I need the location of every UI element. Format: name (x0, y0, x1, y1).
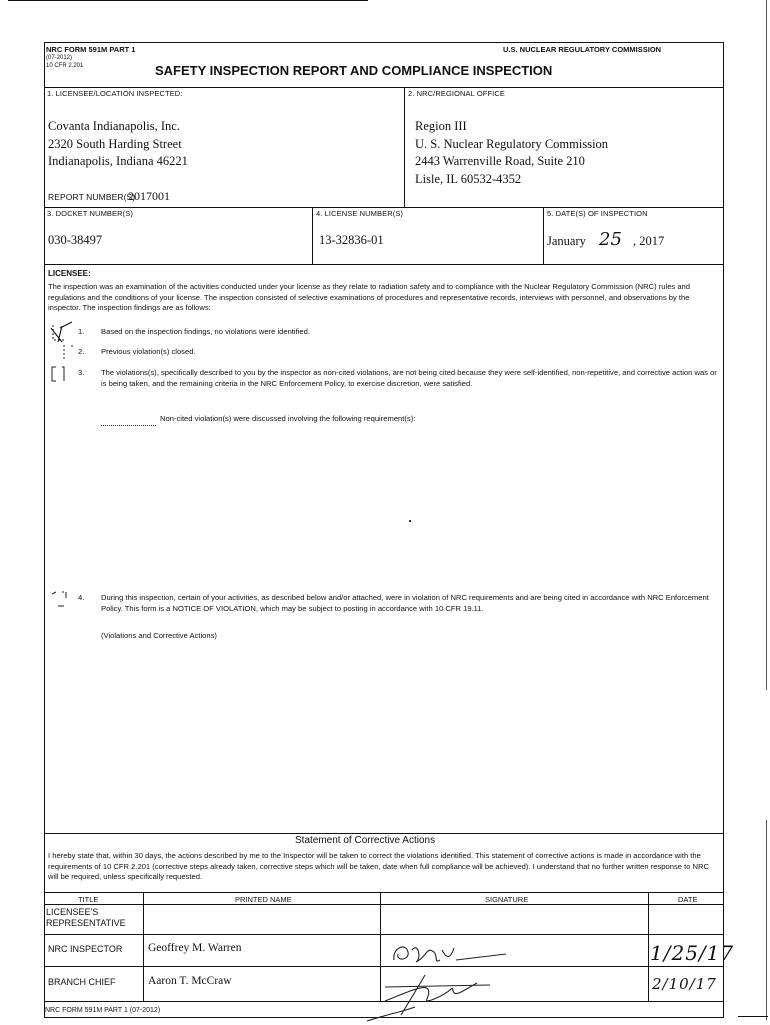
inspector-date: 1/25/17 (650, 941, 735, 965)
branch-chief-signature (365, 965, 515, 1025)
licensee-street: 2320 South Harding Street (48, 136, 182, 151)
licensee-rep-date[interactable] (652, 912, 718, 928)
license-number: 13-32836-01 (319, 233, 384, 247)
licensee-heading: LICENSEE: (48, 269, 91, 278)
branch-chief-title: BRANCH CHIEF (48, 977, 116, 987)
stray-mark (409, 520, 411, 522)
scan-edge-right (766, 0, 767, 690)
item1-number: 1. (78, 327, 85, 336)
col-date-header: DATE (678, 895, 698, 904)
regional-office-label: 2. NRC/REGIONAL OFFICE (408, 89, 505, 98)
scan-edge-right-lower (766, 820, 767, 1020)
docket-label: 3. DOCKET NUMBER(S) (47, 209, 133, 218)
licensee-name: Covanta Indianapolis, Inc. (48, 119, 180, 133)
item2-text: Previous violation(s) closed. (101, 347, 196, 356)
s1-bottom-rule (44, 207, 724, 208)
s3-s4-divider (312, 207, 313, 265)
col-name-header: PRINTED NAME (235, 895, 292, 904)
inspector-title: NRC INSPECTOR (48, 944, 123, 954)
inspection-date (547, 229, 664, 250)
region-name: Region III (415, 119, 467, 133)
s1-s2-divider (404, 87, 405, 207)
corrective-heading: Statement of Corrective Actions (295, 835, 436, 846)
frame-right (723, 42, 724, 1017)
sig-col3 (648, 892, 649, 1001)
licensee-rep-signature[interactable] (385, 908, 643, 930)
docket-number: 030-38497 (48, 233, 103, 247)
item3-number: 3. (78, 368, 85, 377)
inspection-intro: The inspection was an examination of the activities conducted under your license as they relate to radiation safety and to compliance with the Nuclear Regulatory Commission (NRC) rules and regulations and the conditions of your license. The inspection consisted of selective examinations of procedures and representative records, interviews with personnel, and observations by the inspector. The inspection findings are as follows: (48, 282, 690, 312)
item2-number: 2. (78, 347, 85, 356)
top-rule (8, 0, 368, 1)
inspection-day: 25 (599, 229, 622, 250)
item4-checkbox[interactable] (50, 590, 74, 608)
sig-col1 (143, 892, 144, 1001)
inspection-date-label: 5. DATE(S) OF INSPECTION (547, 209, 648, 218)
frame-top (44, 42, 724, 43)
sig-row1-rule (44, 934, 724, 935)
sig-table-top (44, 892, 724, 893)
inspection-year: , 2017 (633, 234, 665, 248)
violations-heading: (Violations and Corrective Actions) (101, 631, 217, 640)
header-rule (44, 87, 724, 88)
page-title: SAFETY INSPECTION REPORT AND COMPLIANCE INSPECTION (155, 63, 553, 78)
item4-text: During this inspection, certain of your activities, as described below and/or attached, were in violation of NRC requirements and are being cited in accordance with NRC Enforcement Policy. This form is a NOTICE OF VIOLATION, which may be subject to posting in accordance with 10 CFR 19.11. (101, 593, 709, 613)
cfr-ref: 10 CFR 2.201 (46, 63, 84, 69)
branch-chief-date: 2/10/17 (652, 975, 717, 993)
noncited-text: Non-cited violation(s) were discussed involving the following requirement(s): (160, 414, 416, 423)
scan-edge-corner (738, 1016, 768, 1017)
form-id: NRC FORM 591M PART 1 (46, 45, 136, 54)
item1-checkbox-checked[interactable] (48, 322, 76, 344)
s4-s5-divider (543, 207, 544, 265)
licensee-location-label: 1. LICENSEE/LOCATION INSPECTED: (47, 89, 183, 98)
regional-office-address (415, 118, 608, 188)
corrective-top-rule (44, 833, 724, 834)
license-number-label: 4. LICENSE NUMBER(S) (316, 209, 404, 218)
office-city: Lisle, IL 60532-4352 (415, 171, 522, 186)
frame-left (44, 42, 45, 1017)
form-date: (07-2012) (46, 55, 73, 61)
licensee-rep-name[interactable] (148, 912, 373, 928)
item3-text: The violations(s), specifically described to you by the inspector as non-cited violations, are not being cited because they were self-identified, non-repetitive, and corrective action was or is being taken, and the remaining criteria in the NRC Enforcement Policy, to exercise discretion, were satisfied. (101, 368, 717, 388)
licensee-address (48, 118, 188, 171)
noncited-blank[interactable] (101, 425, 156, 426)
item3-checkbox[interactable] (50, 365, 70, 383)
footer-form-id: NRC FORM 591M PART 1 (07-2012) (45, 1007, 161, 1014)
inspection-month: January (547, 234, 586, 248)
sig-table-header-rule (44, 904, 724, 905)
item2-checkbox[interactable] (58, 343, 78, 361)
inspector-name: Geoffrey M. Warren (148, 942, 242, 954)
col-title-header: TITLE (78, 895, 99, 904)
item1-text: Based on the inspection findings, no violations were identified. (101, 327, 310, 336)
office-street: 2443 Warrenville Road, Suite 210 (415, 154, 585, 168)
agency-name: U.S. NUCLEAR REGULATORY COMMISSION (503, 45, 662, 54)
inspector-signature (388, 938, 508, 968)
corrective-statement: I hereby state that, within 30 days, the actions described by me to the Inspector will be taken to correct the violations identified. This statement of corrective actions is made in accordance with the requirements of 10 CFR 2.201 (corrective steps already taken, corrective steps which will be taken, date when full compliance will be achieved). I understand that no further written response to NRC will be required, unless specifically requested. (48, 851, 709, 881)
agency-full-name: U. S. Nuclear Regulatory Commission (415, 136, 609, 151)
col-signature-header: SIGNATURE (485, 895, 529, 904)
branch-chief-name: Aaron T. McCraw (148, 975, 232, 987)
report-number-label: REPORT NUMBER(S) (48, 192, 136, 202)
s3-bottom-rule (44, 264, 724, 265)
report-number: 2017001 (128, 189, 170, 203)
item4-number: 4. (78, 593, 85, 602)
licensee-city: Indianapolis, Indiana 46221 (48, 154, 188, 168)
licensee-rep-title: LICENSEE'S REPRESENTATIVE (46, 907, 126, 928)
